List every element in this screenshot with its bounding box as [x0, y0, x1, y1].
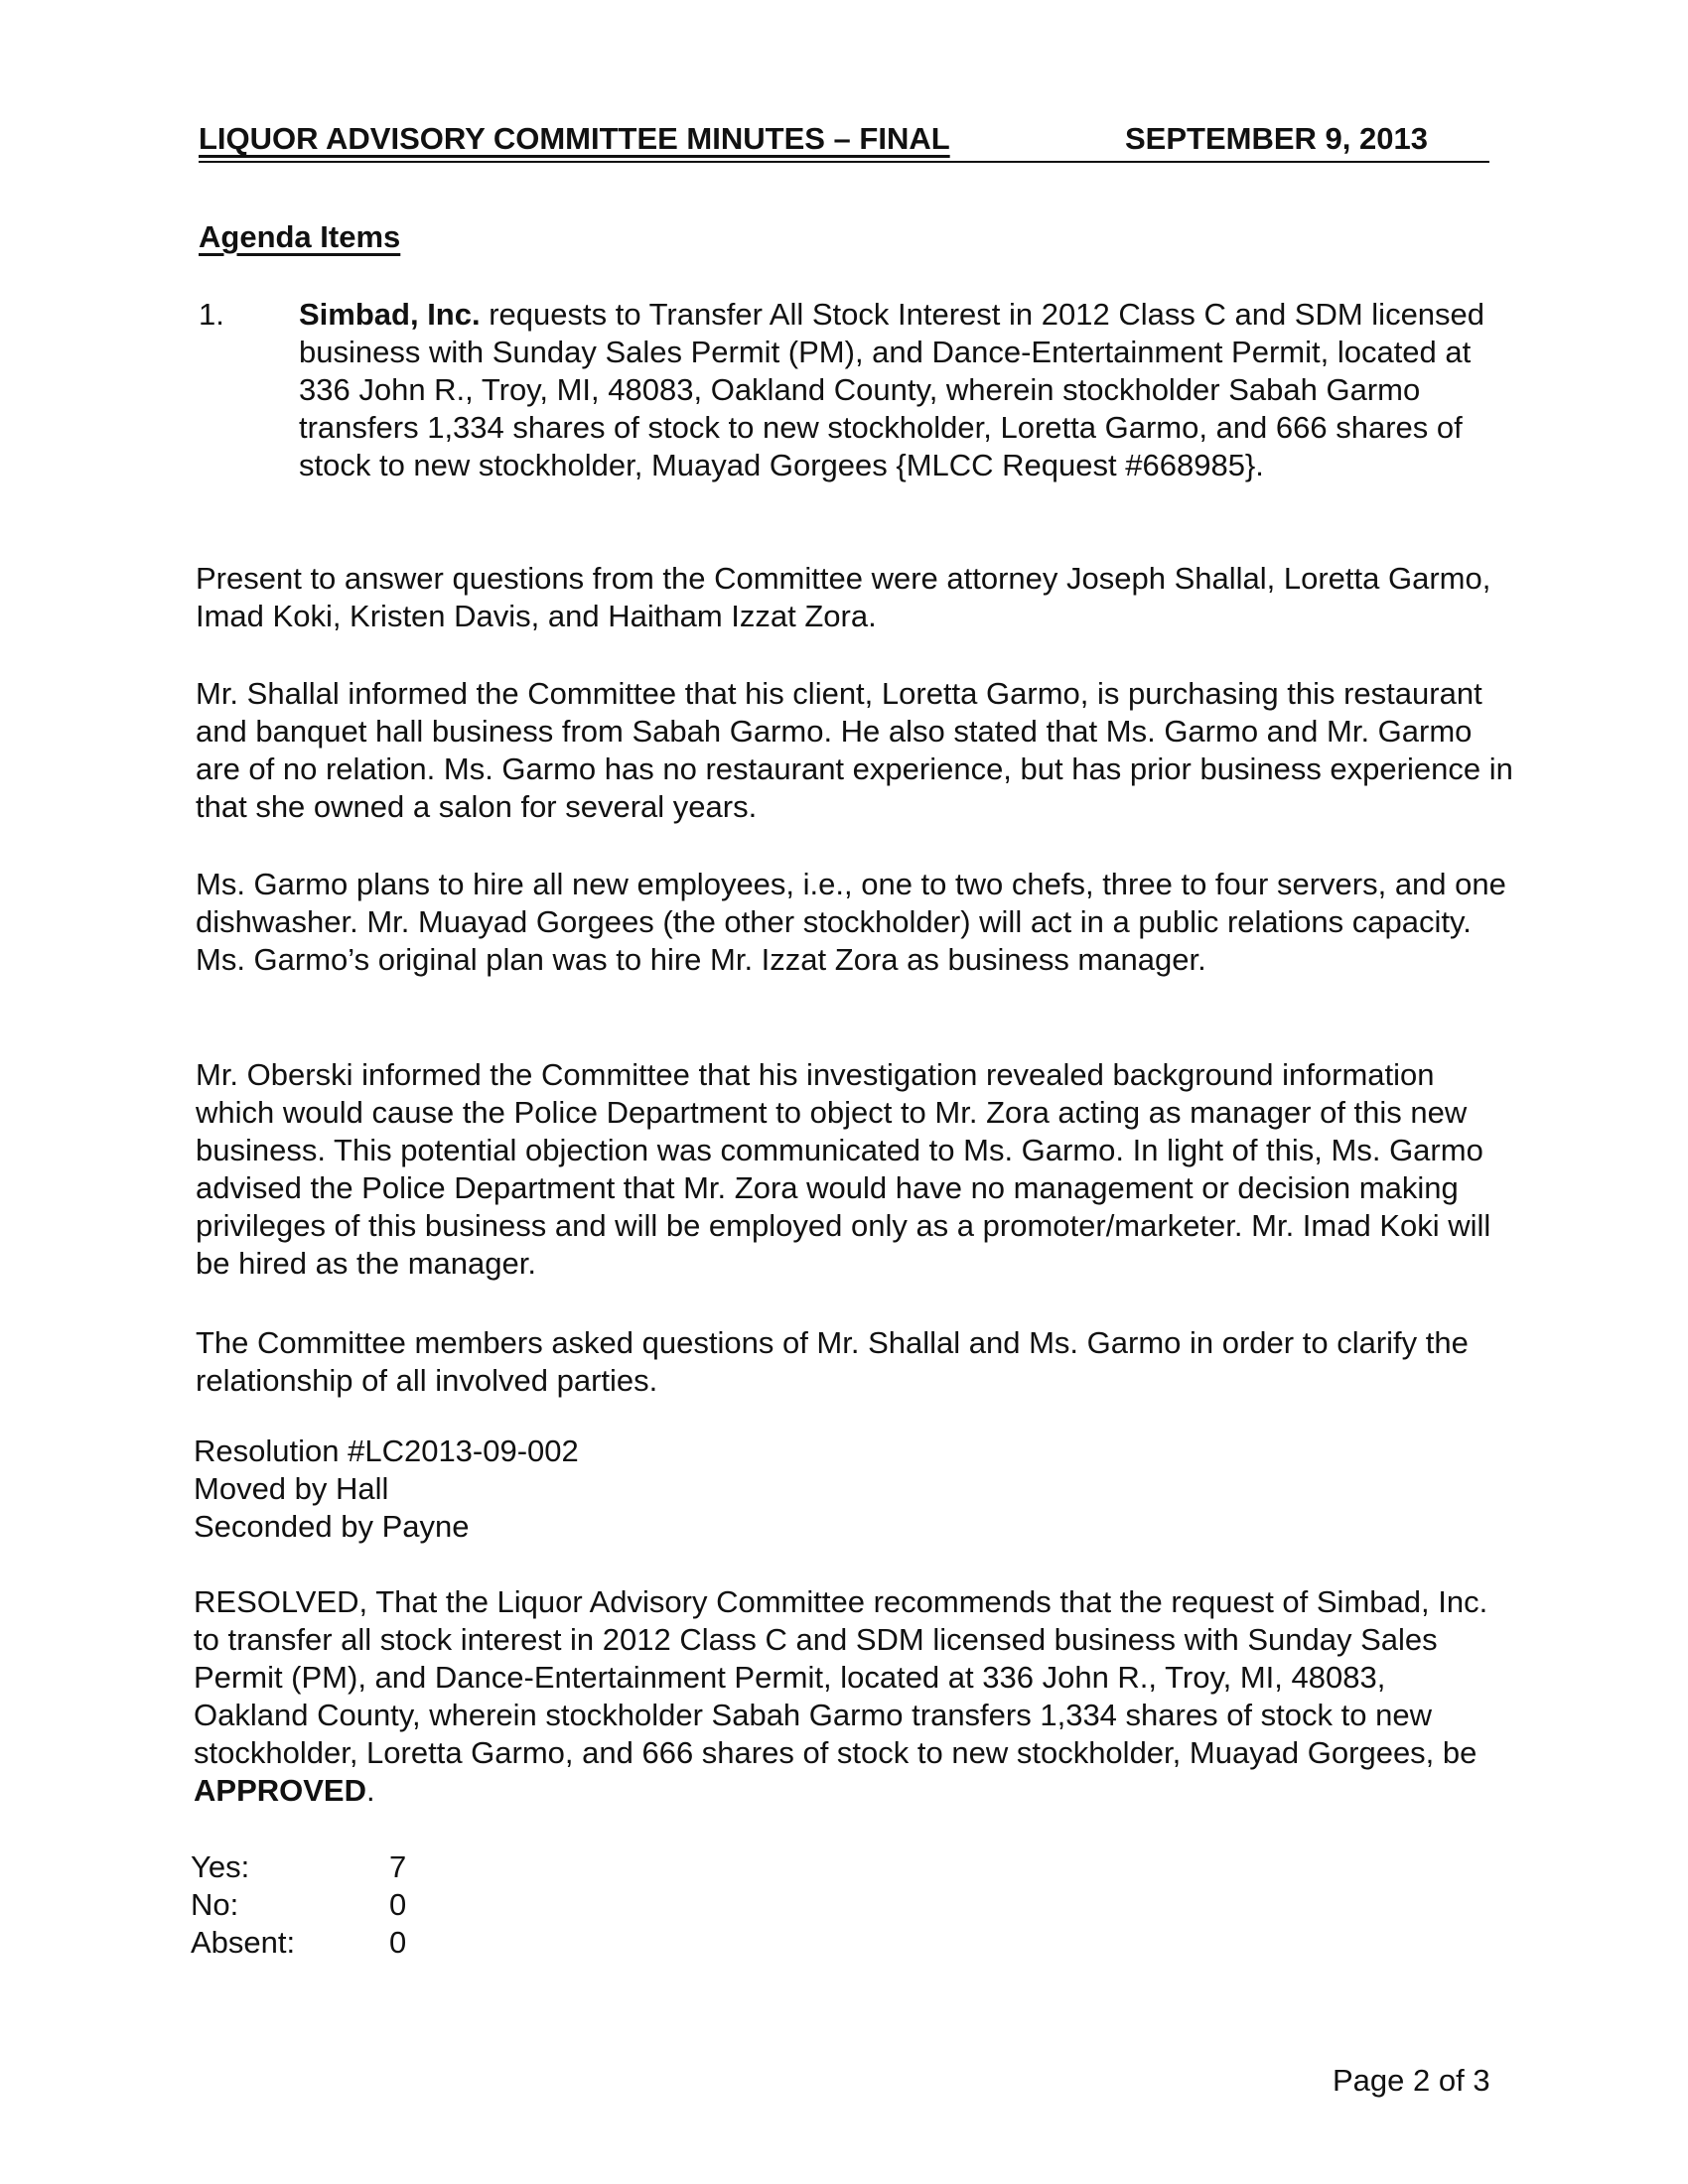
- header-title: LIQUOR ADVISORY COMMITTEE MINUTES – FINAL: [199, 121, 950, 156]
- resolution-number: Resolution #LC2013-09-002: [194, 1433, 579, 1468]
- page-number: Page 2 of 3: [1333, 2063, 1490, 2098]
- vote-value: 0: [389, 1925, 407, 1960]
- agenda-item-company: Simbad, Inc.: [299, 297, 481, 332]
- agenda-item-number: 1.: [199, 297, 224, 332]
- page-header: [199, 119, 1489, 163]
- paragraph-shallal: Mr. Shallal informed the Committee that his client, Loretta Garmo, is purchasing this restaurant and banquet hall business from Sabah Garmo. He also stated that Ms. Garmo and Mr. Garmo are of no relation. Ms. Garmo has no restaurant experience, but has prior business experience in that she owned a salon for several years.: [196, 676, 1513, 824]
- agenda-item-body: [299, 296, 1490, 484]
- paragraph-present: Present to answer questions from the Committee were attorney Joseph Shallal, Loretta Garmo, Imad Koki, Kristen Davis, and Haitham Izzat Zora.: [196, 561, 1491, 633]
- paragraph-questions: The Committee members asked questions of Mr. Shallal and Ms. Garmo in order to clarify the relationship of all involved parties.: [196, 1325, 1469, 1398]
- header-date: SEPTEMBER 9, 2013: [1125, 121, 1428, 156]
- agenda-item-text: requests to Transfer All Stock Interest in 2012 Class C and SDM licensed business with Sunday Sales Permit (PM), and Dance-Entertainment Permit, located at 336 John R., Troy, MI, 48083, Oakland County, wherein stockholder Sabah Garmo transfers 1,334 shares of stock to new stockholder, Loretta Garmo, and 666 shares of stock to new stockholder, Muayad Gorgees {MLCC Request #668985}.: [299, 297, 1485, 482]
- paragraph-oberski: Mr. Oberski informed the Committee that his investigation revealed background information which would cause the Police Department to object to Mr. Zora acting as manager of this new business. This potential objection was communicated to Ms. Garmo. In light of this, Ms. Garmo advised the Police Department that Mr. Zora would have no management or decision making privileges of this business and will be employed only as a promoter/marketer. Mr. Imad Koki will be hired as the manager.: [196, 1057, 1491, 1281]
- resolution-block: [194, 1433, 579, 1546]
- resolution-seconded: Seconded by Payne: [194, 1509, 470, 1544]
- resolved-end: .: [365, 1773, 375, 1808]
- resolved-text: RESOLVED, That the Liquor Advisory Committee recommends that the request of Simbad, Inc. to transfer all stock interest in 2012 Class C and SDM licensed business with Sunday Sales Permit (PM), and Dance-Entertainment Permit, located at 336 John R., Troy, MI, 48083, Oakland County, wherein stockholder Sabah Garmo transfers 1,334 shares of stock to new stockholder, Loretta Garmo, and 666 shares of stock to new stockholder, Muayad Gorgees, be: [194, 1584, 1488, 1770]
- resolution-moved: Moved by Hall: [194, 1471, 389, 1506]
- vote-label: Absent:: [191, 1925, 296, 1960]
- paragraph-plans: Ms. Garmo plans to hire all new employees, i.e., one to two chefs, three to four servers, and one dishwasher. Mr. Muayad Gorgees (the other stockholder) will act in a public relations capacity. Ms. Garmo’s original plan was to hire Mr. Izzat Zora as business manager.: [196, 867, 1506, 977]
- vote-value: 7: [389, 1849, 407, 1884]
- vote-label: No:: [191, 1887, 239, 1922]
- resolved-paragraph: [194, 1583, 1494, 1810]
- vote-value: 0: [389, 1887, 407, 1922]
- section-title: Agenda Items: [199, 219, 401, 254]
- vote-label: Yes:: [191, 1849, 250, 1884]
- resolved-decision: APPROVED: [194, 1773, 366, 1808]
